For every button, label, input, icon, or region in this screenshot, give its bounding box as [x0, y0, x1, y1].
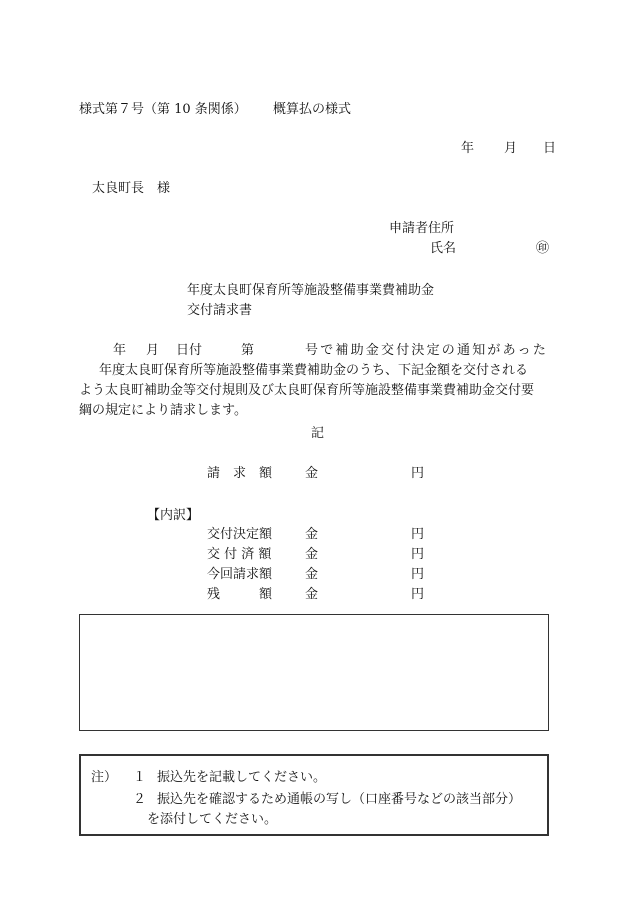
note-item2: 振込先を確認するため通帳の写し（口座番号などの該当部分） — [157, 792, 522, 807]
body-dai: 第 — [241, 343, 255, 358]
form-title: 概算払の様式 — [273, 102, 352, 117]
request-amount-label: 請 求 額 — [207, 466, 273, 481]
date-month: 月 — [504, 141, 518, 156]
heading-line1: 年度太良町保育所等施設整備事業費補助金 — [187, 283, 435, 298]
breakdown-yen: 円 — [411, 587, 425, 602]
body-line1-text: 号で補助金交付決定の通知があった — [305, 343, 549, 358]
breakdown-label: 交 付 済 額 — [207, 547, 272, 562]
note-item2-number: ２ — [133, 792, 147, 807]
breakdown-label: 今回請求額 — [207, 567, 273, 582]
applicant-name-label: 氏名 — [430, 241, 457, 256]
breakdown-kin: 金 — [305, 527, 319, 542]
bank-info-box[interactable] — [79, 614, 549, 731]
breakdown-label: 交付決定額 — [207, 527, 273, 542]
body-date: 日付 — [176, 343, 203, 358]
note-item1: 振込先を記載してください。 — [157, 770, 327, 785]
request-amount-yen: 円 — [411, 466, 425, 481]
body-line3: よう太良町補助金等交付規則及び太良町保育所等施設整備事業費補助金交付要 — [79, 383, 535, 398]
ki-mark: 記 — [311, 426, 325, 441]
seal-mark: ㊞ — [536, 241, 550, 256]
breakdown-kin: 金 — [305, 567, 319, 582]
breakdown-yen: 円 — [411, 547, 425, 562]
body-line4: 綱の規定により請求します。 — [79, 403, 247, 418]
date-year: 年 — [461, 141, 475, 156]
body-month: 月 — [146, 343, 160, 358]
note-item2-continued: を添付してください。 — [147, 812, 278, 827]
note-item1-number: １ — [133, 770, 147, 785]
breakdown-label: 残 額 — [207, 587, 273, 602]
breakdown-kin: 金 — [305, 547, 319, 562]
body-year: 年 — [113, 343, 127, 358]
breakdown-kin: 金 — [305, 587, 319, 602]
breakdown-yen: 円 — [411, 567, 425, 582]
breakdown-title: 【内訳】 — [147, 508, 200, 523]
note-label: 注） — [91, 770, 118, 785]
heading-line2: 交付請求書 — [187, 303, 253, 318]
form-number: 様式第７号（第 10 条関係） — [79, 102, 247, 117]
breakdown-yen: 円 — [411, 527, 425, 542]
applicant-address-label: 申請者住所 — [389, 221, 455, 236]
addressee: 太良町長 様 — [92, 181, 171, 196]
body-line2: 年度太良町保育所等施設整備事業費補助金のうち、下記金額を交付される — [99, 363, 529, 378]
date-day: 日 — [543, 141, 557, 156]
request-amount-kin: 金 — [305, 466, 319, 481]
